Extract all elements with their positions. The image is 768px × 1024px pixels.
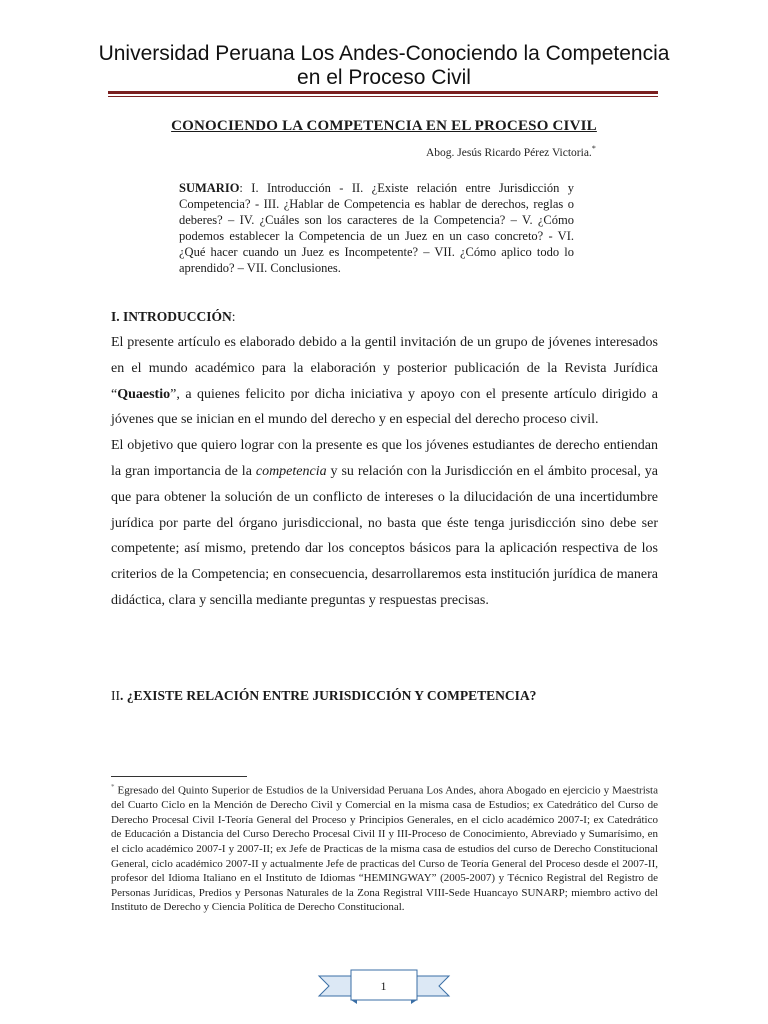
paragraph-text: El objetivo que quiero lograr con la presente es que los jóvenes estudiantes de derecho entiendan la gran importancia de la: [111, 438, 658, 479]
paragraph-text: El presente artículo es elaborado debido a la gentil invitación de un grupo de jóvenes interesados en el mundo académico para la elaboración y posterior publicación de la Revista Jurídica “: [111, 335, 658, 402]
document-title: CONOCIENDO LA COMPETENCIA EN EL PROCESO CIVIL: [171, 118, 597, 134]
section-title: . ¿EXISTE RELACIÓN ENTRE JURISDICCIÓN Y COMPETENCIA?: [120, 688, 537, 703]
header-line-1: Universidad Peruana Los Andes-Conociendo la Competencia: [98, 42, 670, 65]
page-header: [0, 42, 768, 90]
paragraph-text: ”, a quienes felicito por dicha iniciativa y apoyo con el presente artículo dirigido a jóvenes que se inician en el mundo del derecho y en especial del derecho proceso civil.: [111, 386, 658, 428]
section-title: . INTRODUCCIÓN: [116, 309, 232, 324]
footnote: [111, 780, 658, 915]
introduccion-body: [111, 330, 658, 614]
section-colon: :: [231, 309, 236, 324]
emphasis-term: competencia: [255, 463, 327, 479]
paragraph: [111, 330, 658, 433]
footnote-mark: *: [111, 783, 115, 791]
page-number: 1: [380, 979, 387, 993]
footnote-separator: [111, 776, 247, 777]
paragraph: [111, 433, 658, 614]
header-rule-thin: [108, 96, 658, 97]
summary-block: [179, 180, 574, 276]
header-rule: [108, 91, 658, 94]
section-number: I: [111, 309, 117, 324]
author-name: Abog. Jesús Ricardo Pérez Victoria.: [426, 146, 592, 159]
author-line: [426, 144, 596, 159]
section-number: II: [111, 688, 120, 703]
header-line-2: en el Proceso Civil: [297, 66, 471, 89]
section-heading-relacion: [111, 688, 536, 704]
author-footnote-mark[interactable]: *: [591, 144, 596, 153]
section-heading-introduccion: [111, 309, 236, 325]
summary-label: SUMARIO: [179, 181, 240, 195]
footnote-text: Egresado del Quinto Superior de Estudios de la Universidad Peruana Los Andes, ahora Abogado en ejercicio y Maestrista del Cuarto Ciclo en la Mención de Derecho Civil y Comercial en la misma casa de Estudios; ex Catedrático del Curso de Derecho Procesal Civil I-Teoría General del Proceso y Principios Generales, en el ciclo académico 2007-I; ex Catedrático de Educación a Distancia del Curso Derecho Procesal Civil II y III-Proceso de Conocimiento, Abreviado y Sumarísimo, en el ciclo académico 2007-I y 2007-II; ex Jefe de Practicas de la misma casa de estudios del curso de Derecho Constitucional General, ciclo académico 2007-II y actualmente Jefe de practicas del Curso de Teoría General del Proceso desde el 2007-II, profesor del Idioma Italiano en el Instituto de Idiomas “HEMINGWAY” (2005-2007) y Técnico Registral del Registro de Personas Jurídicas, Predios y Personas Naturales de la Zona Registral VIII-Sede Huancayo SUNARP; miembro activo del Instituto de Derecho y Ciencia Política de Derecho Constitucional.: [111, 784, 658, 914]
summary-text: : I. Introducción - II. ¿Existe relación entre Jurisdicción y Competencia? - III. ¿Hablar de Competencia es hablar de derechos, reglas o deberes? – IV. ¿Cuáles son los caracteres de la Competencia? – V. ¿Cómo podemos establecer la Competencia de un Juez en un caso concreto? - VI. ¿Qué hacer cuando un Juez es Incompetente? – VII. ¿Cómo aplico todo lo aprendido? – VII. Conclusiones.: [179, 181, 574, 275]
journal-name: Quaestio: [117, 386, 171, 402]
paragraph-text: y su relación con la Jurisdicción en el ámbito procesal, ya que para obtener la solución de un conflicto de intereses o la dilucidación de una incertidumbre jurídica por parte del órgano jurisdiccional, no basta que éste tenga jurisdicción sino debe ser competente; así mismo, pretendo dar los conceptos básicos para la aplicación respectiva de los criterios de la Competencia; en consecuencia, desarrollaremos esta institución jurídica de manera didáctica, clara y sencilla mediante preguntas y respuestas precisas.: [111, 463, 658, 608]
